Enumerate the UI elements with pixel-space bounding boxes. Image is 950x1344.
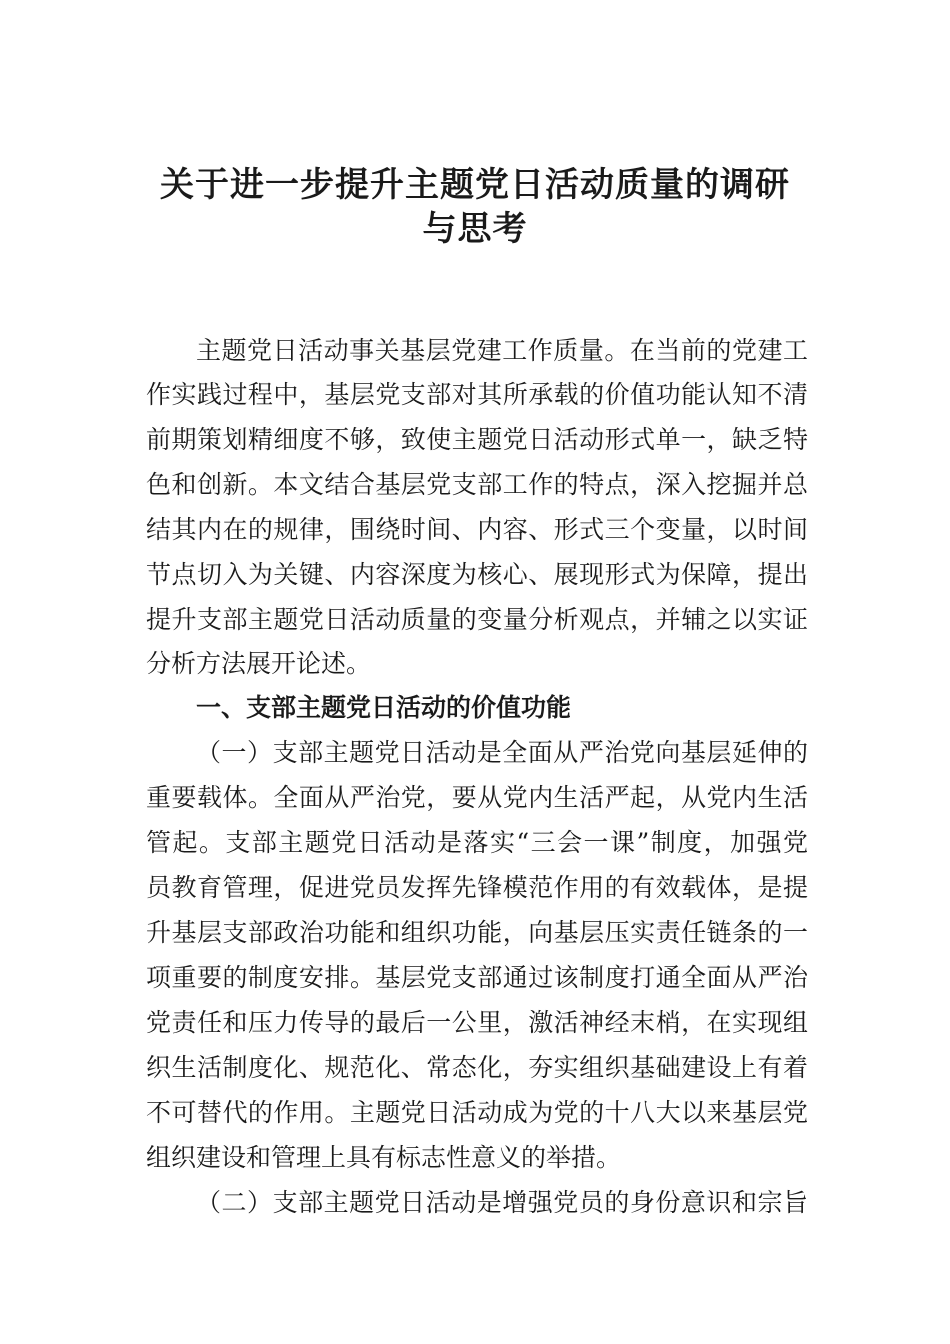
- body-line: （二）支部主题党日活动是增强党员的身份意识和宗旨: [196, 1188, 808, 1217]
- section-heading: 一、支部主题党日活动的价值功能: [196, 693, 572, 722]
- body-line: 组织建设和管理上具有标志性意义的举措。: [146, 1143, 622, 1172]
- intro-line: 提升支部主题党日活动质量的变量分析观点，并辅之以实证: [146, 605, 808, 634]
- document-title-line-1: 关于进一步提升主题党日活动质量的调研: [160, 165, 790, 205]
- intro-line: 主题党日活动事关基层党建工作质量。在当前的党建工: [196, 336, 808, 365]
- body-line: 织生活制度化、规范化、常态化，夯实组织基础建设上有着: [146, 1053, 808, 1082]
- document-title-line-2: 与思考: [422, 209, 528, 249]
- body-line: 不可替代的作用。主题党日活动成为党的十八大以来基层党: [146, 1098, 808, 1127]
- body-line: 员教育管理，促进党员发挥先锋模范作用的有效载体，是提: [146, 873, 808, 902]
- body-line: 党责任和压力传导的最后一公里，激活神经末梢，在实现组: [146, 1008, 808, 1037]
- body-line: （一）支部主题党日活动是全面从严治党向基层延伸的: [196, 738, 808, 767]
- intro-line: 作实践过程中，基层党支部对其所承载的价值功能认知不清: [146, 380, 808, 409]
- intro-line: 结其内在的规律，围绕时间、内容、形式三个变量，以时间: [146, 515, 808, 544]
- body-line: 升基层支部政治功能和组织功能，向基层压实责任链条的一: [146, 918, 808, 947]
- body-line: 重要载体。全面从严治党，要从党内生活严起，从党内生活: [146, 783, 808, 812]
- intro-line: 分析方法展开论述。: [146, 649, 372, 678]
- body-line: 管起。支部主题党日活动是落实“三会一课”制度，加强党: [146, 828, 808, 857]
- body-line: 项重要的制度安排。基层党支部通过该制度打通全面从严治: [146, 963, 808, 992]
- intro-line: 节点切入为关键、内容深度为核心、展现形式为保障，提出: [146, 560, 808, 589]
- intro-line: 色和创新。本文结合基层党支部工作的特点，深入挖掘并总: [146, 470, 808, 499]
- intro-line: 前期策划精细度不够，致使主题党日活动形式单一，缺乏特: [146, 425, 808, 454]
